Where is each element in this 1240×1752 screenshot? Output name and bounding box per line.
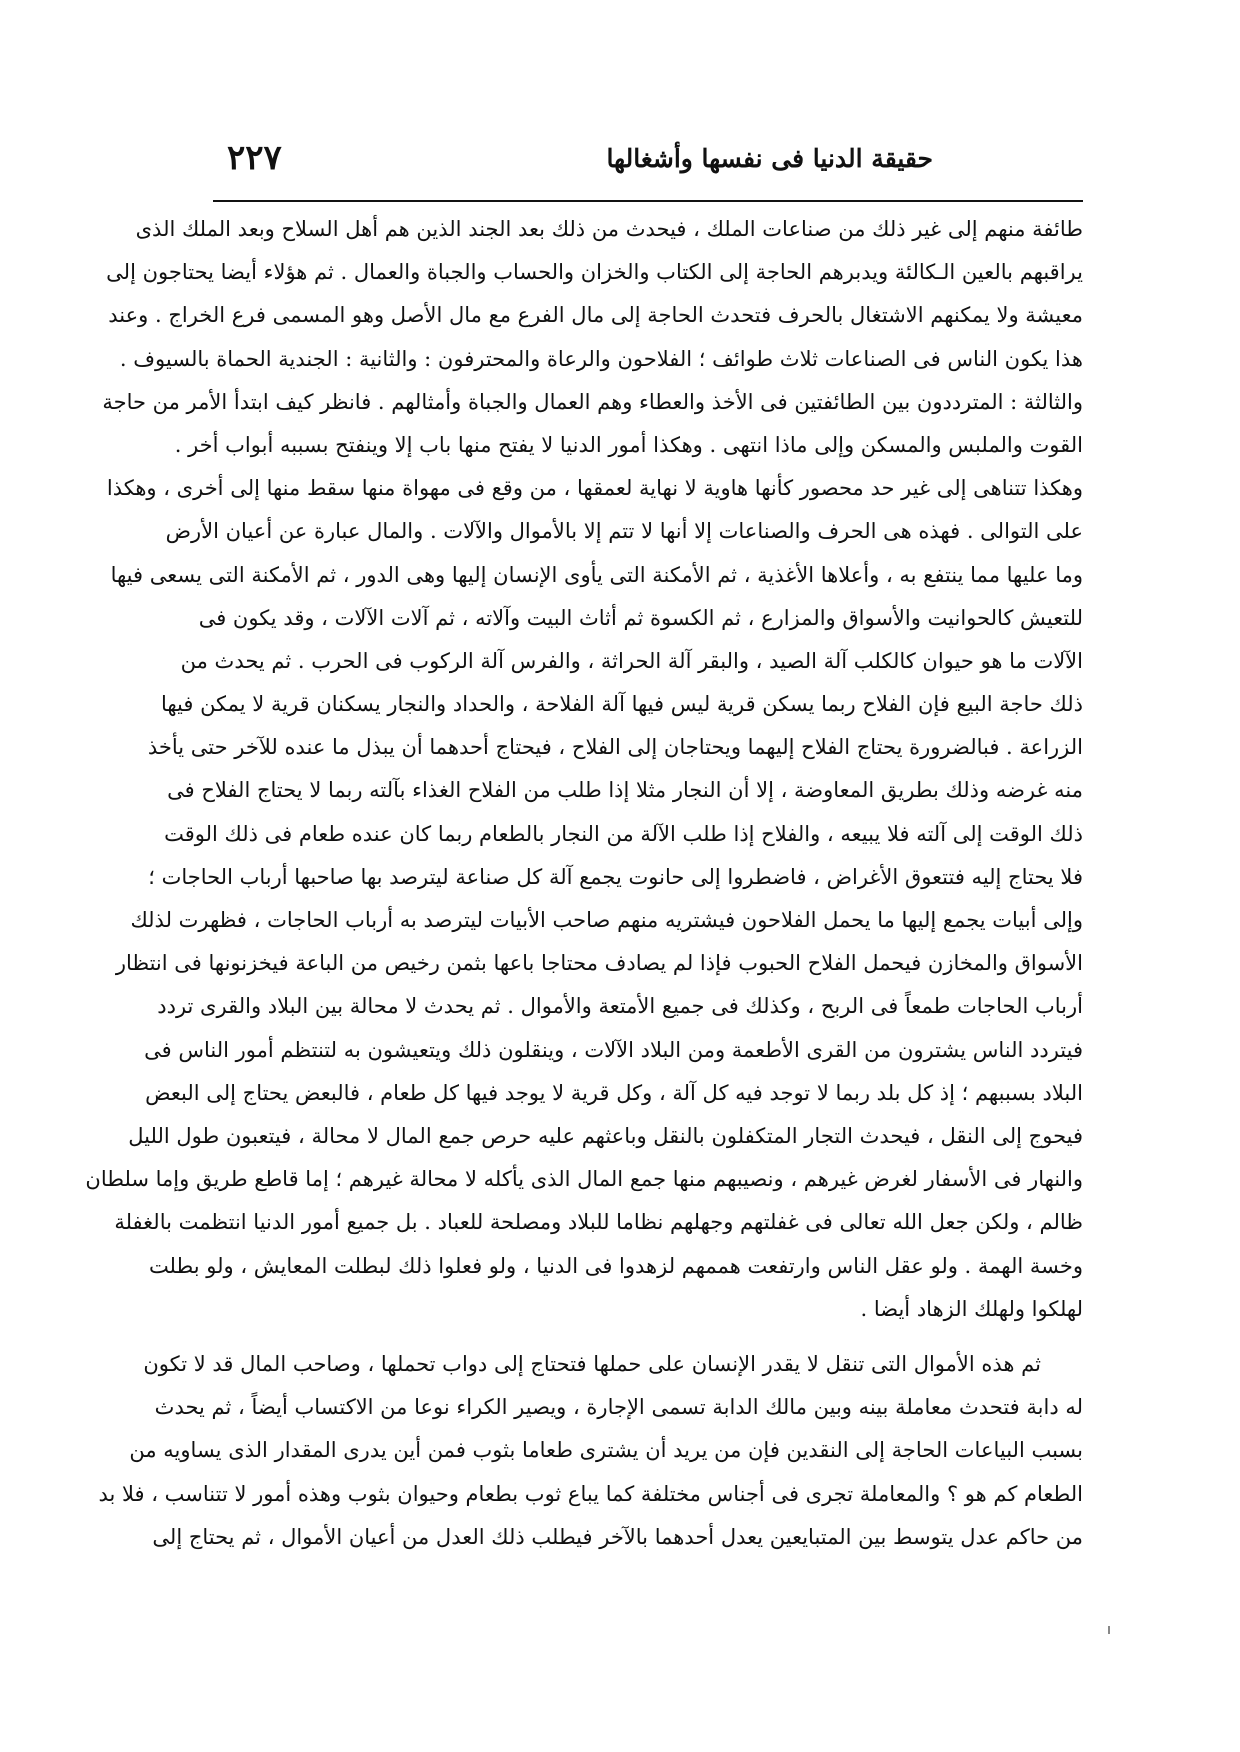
text-line: معيشة ولا يمكنهم الاشتغال بالحرف فتحدث الحاجة إلى مال الفرع مع مال الأصل وهو المسمى فرع الخراج . وعند [108, 303, 1083, 328]
text-line: للتعيش كالحوانيت والأسواق والمزارع ، ثم الكسوة ثم أثاث البيت وآلاته ، ثم آلات الآلات ، وقد يكون فى [198, 605, 1083, 630]
text-line: بسبب البياعات الحاجة إلى النقدين فإن من يريد أن يشترى طعاما بثوب فمن أين يدرى المقدار الذى يساويه من [129, 1438, 1083, 1463]
text-line: الآلات ما هو حيوان كالكلب آلة الصيد ، والبقر آلة الحراثة ، والفرس آلة الركوب فى الحرب . ثم يحدث من [180, 648, 1083, 673]
text-line: الطعام كم هو ؟ والمعاملة تجرى فى أجناس مختلفة كما يباع ثوب بطعام وحيوان بثوب وهذه أمور لا تتناسب ، فلا بد [98, 1481, 1083, 1506]
text-line: والنهار فى الأسفار لغرض غيرهم ، ونصيبهم منها جمع المال الذى يأكله لا محالة غيرهم ؛ إما قاطع طريق وإما سلطان [85, 1167, 1083, 1192]
text-line: منه غرضه وذلك بطريق المعاوضة ، إلا أن النجار مثلا إذا طلب من الفلاح الغذاء بآلته ربما لا يحتاج الفلاح فى [167, 778, 1083, 803]
text-line: وخسة الهمة . ولو عقل الناس وارتفعت هممهم لزهدوا فى الدنيا ، ولو فعلوا ذلك لبطلت المعايش ، ولو بطلت [148, 1253, 1083, 1278]
text-line: له دابة فتحدث معاملة بينه وبين مالك الدابة تسمى الإجارة ، ويصير الكراء نوعا من الاكتساب أيضاً ، ثم يحدث [154, 1395, 1083, 1420]
text-line: ذلك حاجة البيع فإن الفلاح ربما يسكن قرية ليس فيها آلة الفلاحة ، والحداد والنجار يسكنان قرية لا يمكن فيها [160, 692, 1083, 717]
text-line: والثالثة : المترددون بين الطائفتين فى الأخذ والعطاء وهم العمال والجباة وأمثالهم . فانظر كيف ابتدأ الأمر من حاجة [102, 389, 1083, 414]
text-line: الأسواق والمخازن فيحمل الفلاح الحبوب فإذا لم يصادف محتاجا باعها بثمن رخيص من الباعة فيخزنونها فى انتظار [115, 951, 1083, 976]
text-line: طائفة منهم إلى غير ذلك من صناعات الملك ، فيحدث من ذلك بعد الجند الذين هم أهل السلاح وبعد الملك الذى [135, 217, 1083, 241]
text-line: هذا يكون الناس فى الصناعات ثلاث طوائف ؛ الفلاحون والرعاة والمحترفون : والثانية : الجندية الحماة بالسيوف . [119, 346, 1083, 371]
text-line: ظالم ، ولكن جعل الله تعالى فى غفلتهم وجهلهم نظاما للبلاد ومصلحة للعباد . بل جميع أمور الدنيا انتظمت بالغفلة [114, 1210, 1083, 1235]
text-line: البلاد بسببهم ؛ إذ كل بلد ربما لا توجد فيه كل آلة ، وكل قرية لا يوجد فيها كل طعام ، فالبعض يحتاج إلى البعض [145, 1080, 1083, 1105]
text-line: وإلى أبيات يجمع إليها ما يحمل الفلاحون فيشتريه منهم صاحب الأبيات ليترصد به أرباب الحاجات ، فظهرت لذلك [130, 908, 1083, 932]
page-number: ٢٢٧ [227, 138, 282, 178]
paragraph-1 [85, 208, 1083, 1331]
text-line: الزراعة . فبالضرورة يحتاج الفلاح إليهما ويحتاجان إلى الفلاح ، فيحتاج أحدهما أن يبذل ما عنده للآخر حتى يأخذ [147, 735, 1083, 760]
running-title: حقيقة الدنيا فى نفسها وأشغالها [606, 144, 933, 173]
text-line: فيتردد الناس يشترون من القرى الأطعمة ومن البلاد الآلات ، وينقلون ذلك ويتعيشون به لتنتظم أمور الناس فى [144, 1037, 1083, 1062]
text-line: فيحوج إلى النقل ، فيحدث التجار المتكفلون بالنقل وباعثهم عليه حرص جمع المال لا محالة ، فيتعبون طول الليل [128, 1123, 1083, 1148]
text-line: أرباب الحاجات طمعاً فى الربح ، وكذلك فى جميع الأمتعة والأموال . ثم يحدث لا محالة بين البلاد والقرى تردد [157, 994, 1083, 1019]
text-line: فلا يحتاج إليه فتتعوق الأغراض ، فاضطروا إلى حانوت يجمع آلة كل صناعة ليترصد بها صاحبها أرباب الحاجات ؛ [148, 864, 1083, 889]
text-line: ذلك الوقت إلى آلته فلا يبيعه ، والفلاح إذا طلب الآلة من النجار بالطعام ربما كان عنده طعام فى ذلك الوقت [164, 821, 1083, 846]
text-line: وهكذا تتناهى إلى غير حد محصور كأنها هاوية لا نهاية لعمقها ، من وقع فى مهواة منها سقط منها إلى أخرى ، وهكذا [106, 476, 1083, 501]
text-line: وما عليها مما ينتفع به ، وأعلاها الأغذية ، ثم الأمكنة التى يأوى الإنسان إليها وهى الدور ، ثم الأمكنة التى يسعى فيها [110, 562, 1083, 587]
text-line: القوت والملبس والمسكن وإلى ماذا انتهى . وهكذا أمور الدنيا لا يفتح منها باب إلا وينفتح بسببه أبواب أخر . [174, 432, 1083, 457]
header-rule [213, 200, 1083, 202]
paragraph-2 [98, 1343, 1083, 1559]
text-line: ثم هذه الأموال التى تنقل لا يقدر الإنسان على حملها فتحتاج إلى دواب تحملها ، وصاحب المال قد لا تكون [143, 1352, 1041, 1376]
text-line: من حاكم عدل يتوسط بين المتبايعين يعدل أحدهما بالآخر فيطلب ذلك العدل من أعيان الأموال ، ثم يحتاج إلى [152, 1524, 1083, 1549]
print-speck [1108, 1626, 1110, 1634]
running-header [213, 138, 1083, 198]
text-line: لهلكوا ولهلك الزهاد أيضا . [860, 1296, 1083, 1321]
text-line: على التوالى . فهذه هى الحرف والصناعات إلا أنها لا تتم إلا بالأموال والآلات . والمال عبارة عن أعيان الأرض [165, 519, 1083, 544]
text-line: يراقبهم بالعين الـكالئة ويدبرهم الحاجة إلى الكتاب والخزان والحساب والجباة والعمال . ثم هؤلاء أيضا يحتاجون إلى [106, 260, 1083, 285]
